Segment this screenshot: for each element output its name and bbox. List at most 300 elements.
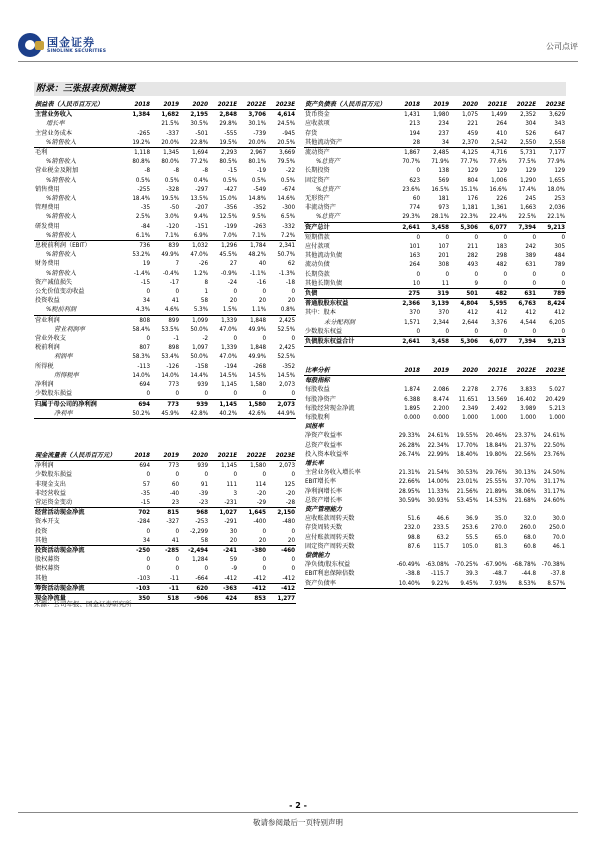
cell-value: 30.13% bbox=[514, 469, 536, 477]
cell-value: 8.53% bbox=[508, 579, 537, 589]
cell-value: 0.5% bbox=[222, 176, 237, 184]
table-row bbox=[304, 318, 566, 327]
cell-value: 14.0% bbox=[161, 371, 179, 379]
cell-value: 11.651 bbox=[458, 395, 478, 403]
cell-value: 14.6% bbox=[277, 195, 295, 203]
cell-value bbox=[450, 505, 479, 514]
cell-value: 7.1% bbox=[151, 231, 180, 241]
cell-value: 0 bbox=[445, 270, 449, 278]
cell-value: -17 bbox=[169, 278, 179, 286]
cell-value: 22.3% bbox=[450, 212, 479, 222]
cell-value: 1,980 bbox=[433, 111, 449, 119]
cell-value: 42.6% bbox=[238, 409, 267, 419]
year-header: 2018 bbox=[392, 100, 421, 110]
cell-value: 493 bbox=[467, 261, 478, 269]
cell-value: 1.874 bbox=[404, 386, 420, 394]
cell-value: 70.7% bbox=[402, 158, 420, 166]
cell-value: 0.5% bbox=[251, 176, 266, 184]
cell-value: 5,595 bbox=[489, 300, 507, 308]
cell-value: 23.37% bbox=[514, 432, 536, 440]
cell-value: 22.8% bbox=[180, 138, 209, 148]
cell-value: 0 bbox=[479, 327, 508, 337]
table-row bbox=[304, 431, 566, 440]
cell-value: 14.5% bbox=[277, 371, 295, 379]
cell-value: 79.5% bbox=[277, 158, 295, 166]
cell-value: 237 bbox=[438, 129, 449, 137]
row-label: 所得税率 bbox=[54, 371, 79, 379]
cell-value: 29.3% bbox=[392, 212, 421, 222]
table-row bbox=[304, 422, 566, 431]
table-row bbox=[304, 166, 566, 175]
cell-value: 0 bbox=[204, 390, 208, 398]
cell-value: -300 bbox=[282, 204, 295, 212]
cell-value: 39.3 bbox=[465, 570, 478, 578]
cell-value: 939 bbox=[180, 399, 209, 409]
cell-value: 0 bbox=[146, 288, 150, 296]
cell-value: -151 bbox=[195, 222, 208, 230]
cell-value: 80.1% bbox=[248, 158, 266, 166]
table-row bbox=[34, 564, 296, 573]
cell-value: 234 bbox=[438, 120, 449, 128]
cell-value: 1,694 bbox=[192, 149, 208, 157]
row-label: 其他长期负债 bbox=[304, 279, 392, 289]
cell-value bbox=[450, 459, 479, 468]
table-row bbox=[34, 362, 296, 371]
cell-value: 23 bbox=[171, 499, 179, 507]
cell-value: 0 bbox=[291, 471, 295, 479]
row-label: 每股收益 bbox=[305, 386, 330, 394]
cell-value: 40.2% bbox=[209, 409, 238, 419]
cell-value: 65.0 bbox=[494, 533, 507, 541]
cell-value: 0 bbox=[175, 527, 179, 535]
cell-value: 11 bbox=[421, 279, 450, 289]
row-label: 流动负债 bbox=[305, 261, 330, 269]
cell-value: -194 bbox=[224, 362, 237, 370]
cell-value: -23 bbox=[198, 499, 208, 507]
table-row bbox=[34, 212, 296, 221]
table-row bbox=[304, 110, 566, 120]
cell-value: 24.61% bbox=[543, 432, 565, 440]
row-label: %销售收入 bbox=[34, 231, 122, 241]
cell-value: 37.70% bbox=[514, 478, 536, 486]
cell-value: -15 bbox=[140, 499, 150, 507]
row-label: EBIT利息保障倍数 bbox=[305, 570, 355, 578]
cell-value: 1,118 bbox=[134, 149, 150, 157]
year-header: 2019 bbox=[151, 100, 180, 110]
cell-value: 226 bbox=[496, 195, 507, 203]
cell-value: 1.000 bbox=[520, 414, 536, 422]
row-label: 主营业务成本 bbox=[35, 129, 73, 137]
cell-value: 129 bbox=[525, 167, 536, 175]
row-label: 投资收益 bbox=[35, 297, 60, 305]
cell-value: 77.2% bbox=[190, 158, 208, 166]
table-row bbox=[304, 308, 566, 317]
cell-value: 789 bbox=[554, 261, 565, 269]
table-row bbox=[34, 194, 296, 203]
cell-value: 36.9 bbox=[465, 515, 478, 523]
row-label: 其他 bbox=[35, 536, 48, 544]
cell-value: -60.49% bbox=[396, 561, 420, 569]
cell-value: 569 bbox=[438, 176, 449, 184]
cell-value: 14.5% bbox=[248, 371, 266, 379]
cell-value: 350 bbox=[122, 594, 151, 604]
cash-flow-table bbox=[34, 451, 296, 604]
cell-value: -250 bbox=[122, 546, 151, 556]
cell-value: 242 bbox=[525, 243, 536, 251]
cell-value: 0 bbox=[204, 565, 208, 573]
cell-value: 60 bbox=[171, 480, 179, 488]
cell-value: 1,284 bbox=[192, 556, 208, 564]
row-label: 投资 bbox=[35, 527, 48, 535]
cell-value: 138 bbox=[438, 167, 449, 175]
cell-value: -291 bbox=[224, 518, 237, 526]
cell-value: 3 bbox=[233, 489, 237, 497]
table-row bbox=[304, 560, 566, 569]
cell-value: 0 bbox=[233, 471, 237, 479]
cell-value bbox=[392, 505, 421, 514]
cell-value: -285 bbox=[151, 546, 180, 556]
cell-value: 1,339 bbox=[221, 316, 237, 324]
cell-value: 10 bbox=[392, 279, 421, 289]
cell-value: -8 bbox=[173, 167, 179, 175]
cell-value: 10.40% bbox=[392, 579, 421, 589]
cell-value: -18 bbox=[285, 278, 295, 286]
cell-value: 0 bbox=[175, 471, 179, 479]
cell-value: 34 bbox=[142, 536, 150, 544]
table-row bbox=[304, 148, 566, 158]
cell-value: 773 bbox=[151, 399, 180, 409]
cell-value: 129 bbox=[554, 167, 565, 175]
cell-value: 1,499 bbox=[491, 111, 507, 119]
cell-value: 1,290 bbox=[520, 176, 536, 184]
cell-value: 4,614 bbox=[277, 111, 295, 119]
cell-value: 46.1 bbox=[552, 542, 565, 550]
cell-value bbox=[450, 551, 479, 560]
cell-value: 2,644 bbox=[462, 318, 478, 326]
cell-value: 2.200 bbox=[433, 404, 449, 412]
cell-value: -0.9% bbox=[220, 269, 237, 277]
cell-value: 1,580 bbox=[250, 462, 266, 470]
cell-value: 13.569 bbox=[487, 395, 507, 403]
cell-value: 14.8% bbox=[248, 195, 266, 203]
cell-value: 20.0% bbox=[151, 138, 180, 148]
cell-value: 18.0% bbox=[547, 185, 565, 193]
cell-value: 201 bbox=[438, 252, 449, 260]
cell-value: 77.9% bbox=[547, 158, 565, 166]
cell-value: 68.0 bbox=[523, 533, 536, 541]
cell-value: 49.9% bbox=[248, 325, 266, 333]
row-label: 净利润 bbox=[35, 381, 54, 389]
cell-value: 2,641 bbox=[392, 222, 421, 232]
table-row bbox=[34, 185, 296, 194]
row-label: %销售收入 bbox=[46, 213, 77, 221]
cell-value: 6,763 bbox=[518, 300, 536, 308]
cell-value: -115.7 bbox=[431, 570, 449, 578]
cell-value bbox=[421, 551, 450, 560]
cell-value: -37.8 bbox=[550, 570, 565, 578]
cell-value: 16.402 bbox=[516, 395, 536, 403]
income-statement-table bbox=[34, 100, 296, 419]
cell-value: 623 bbox=[409, 176, 420, 184]
cell-value: 0 bbox=[291, 556, 295, 564]
year-header: 2019 bbox=[421, 100, 450, 110]
cell-value: 412 bbox=[467, 309, 478, 317]
cell-value: 2,073 bbox=[279, 462, 295, 470]
row-label: 销售费用 bbox=[35, 185, 60, 193]
cell-value: 91 bbox=[200, 480, 208, 488]
cell-value: 28.95% bbox=[398, 487, 420, 495]
year-header: 2022E bbox=[508, 100, 537, 110]
cell-value: -356 bbox=[224, 204, 237, 212]
row-label: 其他 bbox=[35, 574, 48, 582]
row-label: 非现金支出 bbox=[35, 480, 66, 488]
table-row bbox=[304, 129, 566, 138]
cell-value: -9 bbox=[231, 565, 237, 573]
table-row bbox=[304, 337, 566, 347]
cell-value: 24.50% bbox=[543, 469, 565, 477]
cell-value: 0 bbox=[291, 390, 295, 398]
row-label: EBIT增长率 bbox=[305, 478, 336, 486]
table-row bbox=[304, 232, 566, 242]
cell-value: 3,706 bbox=[248, 111, 266, 119]
cell-value: 973 bbox=[438, 204, 449, 212]
cell-value: 213 bbox=[409, 120, 420, 128]
table-row bbox=[34, 269, 296, 278]
cell-value: -412 bbox=[253, 574, 266, 582]
cell-value: 20.46% bbox=[485, 432, 507, 440]
cell-value: -35 bbox=[140, 489, 150, 497]
cell-value: 20 bbox=[229, 297, 237, 305]
cell-value bbox=[537, 459, 566, 468]
cell-value: 20.0% bbox=[238, 138, 267, 148]
cell-value: -412 bbox=[238, 583, 267, 593]
cell-value: 40 bbox=[258, 260, 266, 268]
cell-value: 47.0% bbox=[219, 353, 237, 361]
cell-value: 30.1% bbox=[248, 120, 266, 128]
cell-value: 0 bbox=[537, 327, 566, 337]
cell-value: 18.84% bbox=[485, 441, 507, 449]
row-label: 归属于母公司的净利润 bbox=[34, 399, 122, 409]
cell-value: -739 bbox=[253, 129, 266, 137]
cell-value: -22 bbox=[285, 167, 295, 175]
cell-value: 647 bbox=[554, 129, 565, 137]
cell-value: 19.80% bbox=[485, 450, 507, 458]
cell-value: 899 bbox=[168, 316, 179, 324]
cell-value: 30.53% bbox=[456, 469, 478, 477]
cell-value: 0 bbox=[508, 327, 537, 337]
cell-value: -158 bbox=[195, 362, 208, 370]
cell-value: 275 bbox=[392, 289, 421, 299]
cell-value: 2,641 bbox=[392, 337, 421, 347]
row-label: 负债股东权益合计 bbox=[304, 337, 392, 347]
cell-value: -328 bbox=[166, 185, 179, 193]
cell-value: 0 bbox=[262, 471, 266, 479]
cell-value: 736 bbox=[139, 242, 150, 250]
row-label: 增长率 bbox=[46, 120, 65, 128]
table-row bbox=[34, 371, 296, 380]
cell-value: 305 bbox=[554, 243, 565, 251]
cell-value: 3.0% bbox=[164, 213, 179, 221]
cell-value: -24 bbox=[227, 278, 237, 286]
table-row bbox=[34, 574, 296, 584]
row-label: %总资产 bbox=[316, 158, 340, 166]
cell-value: 773 bbox=[168, 462, 179, 470]
year-header: 2021E bbox=[209, 100, 238, 110]
cell-value: 2,073 bbox=[279, 381, 295, 389]
logo-text: 国金证券 bbox=[47, 36, 95, 49]
cell-value: 5.3% bbox=[180, 305, 209, 315]
cell-value: 282 bbox=[467, 252, 478, 260]
cell-value: 30.93% bbox=[427, 496, 449, 504]
row-label: 非流动资产 bbox=[305, 204, 336, 212]
cell-value: 3.833 bbox=[520, 386, 536, 394]
row-label: 股权募资 bbox=[35, 556, 60, 564]
cell-value: 0 bbox=[204, 471, 208, 479]
cell-value: 53.4% bbox=[161, 353, 179, 361]
cell-value: 6.9% bbox=[180, 231, 209, 241]
cell-value: 21.31% bbox=[398, 469, 420, 477]
cell-value: -268 bbox=[253, 362, 266, 370]
cell-value bbox=[479, 551, 508, 560]
cell-value: 370 bbox=[438, 309, 449, 317]
cell-value: 9.45% bbox=[450, 579, 479, 589]
cell-value: 0 bbox=[450, 327, 479, 337]
cell-value: 45.9% bbox=[151, 409, 180, 419]
row-label: 管理费用 bbox=[35, 204, 60, 212]
cell-value: 0 bbox=[146, 565, 150, 573]
cell-value: -337 bbox=[166, 129, 179, 137]
row-label: 营业利润 bbox=[35, 316, 60, 324]
cell-value: 22.50% bbox=[543, 441, 565, 449]
cell-value: 0 bbox=[146, 556, 150, 564]
cell-value: 8.474 bbox=[433, 395, 449, 403]
cell-value: -40 bbox=[169, 489, 179, 497]
cell-value: 1.000 bbox=[462, 414, 478, 422]
cell-value: 14.4% bbox=[190, 371, 208, 379]
cell-value: 773 bbox=[168, 381, 179, 389]
cell-value: 270.0 bbox=[491, 524, 507, 532]
page-header bbox=[18, 33, 578, 59]
cell-value: -68.78% bbox=[512, 561, 536, 569]
cell-value: -50 bbox=[169, 204, 179, 212]
cell-value: 53.45% bbox=[456, 496, 478, 504]
table-row bbox=[304, 477, 566, 486]
cell-value: 1,682 bbox=[161, 111, 179, 119]
table-row bbox=[304, 212, 566, 222]
table-row bbox=[34, 508, 296, 518]
cell-value: 694 bbox=[139, 381, 150, 389]
cell-value: -29 bbox=[256, 499, 266, 507]
cell-value: 87.6 bbox=[407, 542, 420, 550]
cell-value: 233.5 bbox=[433, 524, 449, 532]
table-row bbox=[304, 176, 566, 185]
cell-value: 29.8% bbox=[219, 120, 237, 128]
cell-value: 5.027 bbox=[549, 386, 565, 394]
row-label: 其他流动资产 bbox=[304, 138, 392, 148]
cell-value: 0 bbox=[561, 270, 565, 278]
cell-value: 11.33% bbox=[427, 487, 449, 495]
cell-value: 1,345 bbox=[163, 149, 179, 157]
cell-value bbox=[392, 551, 421, 560]
table-row bbox=[304, 327, 566, 337]
cell-value: 129 bbox=[467, 167, 478, 175]
year-header: 2022E bbox=[508, 366, 537, 376]
table-row bbox=[34, 157, 296, 166]
cell-value: 808 bbox=[139, 316, 150, 324]
cell-value bbox=[392, 422, 421, 431]
table-row bbox=[34, 119, 296, 128]
cell-value: 20.5% bbox=[267, 138, 296, 148]
cell-value: 815 bbox=[151, 508, 180, 518]
row-label: 总资产增长率 bbox=[305, 496, 343, 504]
cell-value: 19.2% bbox=[122, 138, 151, 148]
cell-value: 2,195 bbox=[190, 111, 208, 119]
cell-value: 80.5% bbox=[219, 158, 237, 166]
cell-value: -20 bbox=[256, 489, 266, 497]
row-label: 营业外收支 bbox=[35, 335, 66, 343]
cell-value bbox=[421, 459, 450, 468]
row-label: 投资活动现金净流 bbox=[34, 546, 122, 556]
cell-value: 8 bbox=[204, 278, 208, 286]
table-row bbox=[304, 496, 566, 505]
cell-value: 0 bbox=[233, 288, 237, 296]
table-row bbox=[304, 533, 566, 542]
cell-value: 12.5% bbox=[219, 213, 237, 221]
cell-value: 1,571 bbox=[404, 318, 420, 326]
cell-value: 163 bbox=[409, 252, 420, 260]
cell-value: 9 bbox=[450, 279, 479, 289]
cell-value: 19.5% bbox=[161, 195, 179, 203]
cell-value: 7,394 bbox=[508, 337, 537, 347]
source-note: 来源：公司年报、国金证券研究所 bbox=[34, 600, 132, 608]
cell-value: -555 bbox=[224, 129, 237, 137]
logo-subtext: SINOLINK SECURITIES bbox=[47, 49, 107, 54]
row-label: 非经营收益 bbox=[35, 489, 66, 497]
table-header-row bbox=[34, 451, 296, 461]
cell-value: 28.1% bbox=[421, 212, 450, 222]
cell-value: 24.60% bbox=[543, 496, 565, 504]
cell-value: 9.5% bbox=[251, 213, 266, 221]
cell-value: 6,077 bbox=[479, 337, 508, 347]
cell-value: 57 bbox=[142, 480, 150, 488]
row-label: 应收账款周转天数 bbox=[305, 515, 355, 523]
cell-value: -8 bbox=[202, 167, 208, 175]
row-label: 投入资本收益率 bbox=[305, 450, 349, 458]
cell-value: 7.0% bbox=[209, 231, 238, 241]
row-label: 主营业务收入 bbox=[35, 111, 73, 119]
year-header: 2022E bbox=[238, 451, 267, 461]
row-label: 偿债能力 bbox=[305, 552, 330, 560]
year-header: 2023E bbox=[537, 366, 566, 376]
cell-value: -231 bbox=[224, 499, 237, 507]
cell-value: 0 bbox=[146, 471, 150, 479]
cell-value: -70.38% bbox=[541, 561, 565, 569]
cell-value: -1.4% bbox=[133, 269, 150, 277]
year-header: 2020 bbox=[180, 451, 209, 461]
cell-value: 47.0% bbox=[190, 251, 208, 259]
table-row bbox=[304, 279, 566, 289]
cell-value: 308 bbox=[438, 261, 449, 269]
cell-value: 15.1% bbox=[460, 185, 478, 193]
table-title: 现金流量表（人民币百万元） bbox=[34, 451, 122, 461]
cell-value: -28 bbox=[285, 499, 295, 507]
cell-value: 2.5% bbox=[135, 213, 150, 221]
cell-value: 60 bbox=[412, 195, 420, 203]
cell-value: 14.5% bbox=[219, 371, 237, 379]
table-title: 资产负债表（人民币百万元） bbox=[304, 100, 392, 110]
cell-value: 4,716 bbox=[491, 149, 507, 157]
cell-value: 1,075 bbox=[462, 111, 478, 119]
